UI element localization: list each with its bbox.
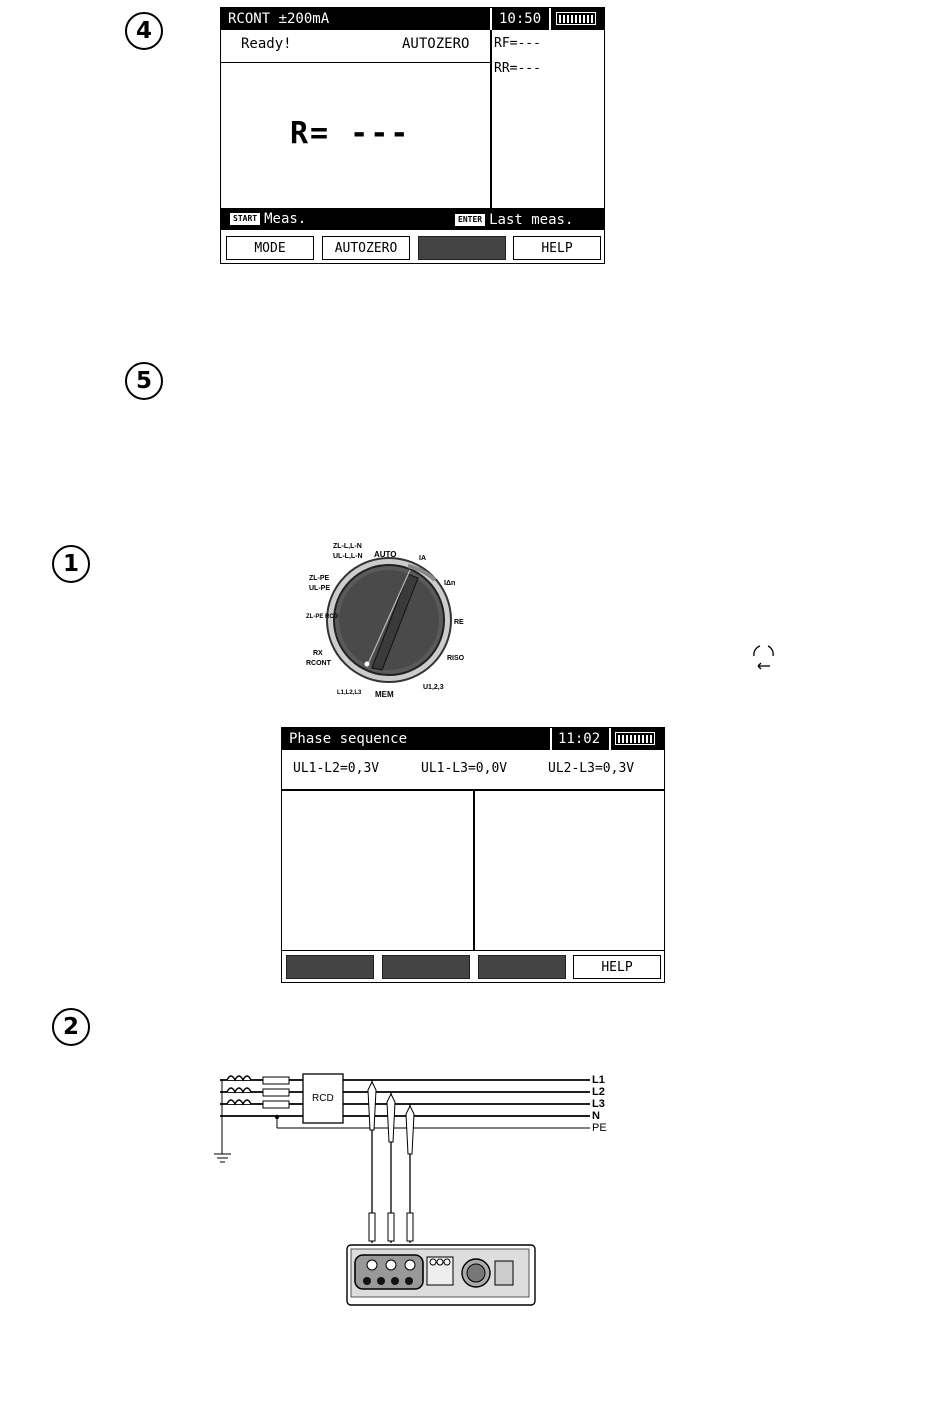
line-label-l1: L1 bbox=[592, 1074, 605, 1086]
enter-hint: Last meas. bbox=[489, 212, 574, 228]
dial-label-ull: UL-L,L-N bbox=[333, 553, 363, 560]
dial-label-rx: RX bbox=[313, 650, 323, 657]
step-1-badge: 1 bbox=[52, 545, 90, 583]
dial-label-auto: AUTO bbox=[374, 550, 397, 559]
step-2-badge: 2 bbox=[52, 1008, 90, 1046]
dial-label-re: RE bbox=[454, 619, 464, 626]
help-button[interactable]: HELP bbox=[513, 236, 601, 260]
title-bar bbox=[221, 8, 605, 30]
line-label-pe: PE bbox=[592, 1122, 607, 1134]
dial-label-zlpe-rcd: ZL-PE RCD bbox=[306, 614, 338, 620]
mode-button[interactable]: MODE bbox=[226, 236, 314, 260]
blank-key-3[interactable] bbox=[478, 955, 566, 979]
dial-label-rcont: RCONT bbox=[306, 660, 331, 667]
help-button-2[interactable]: HELP bbox=[573, 955, 661, 979]
dial-label-u123: U1,2,3 bbox=[423, 684, 444, 691]
rotary-switch[interactable] bbox=[300, 540, 480, 710]
blank-key-2[interactable] bbox=[382, 955, 470, 979]
line-label-l3: L3 bbox=[592, 1098, 605, 1110]
title-divider bbox=[490, 8, 492, 30]
dial-label-ulpe: UL-PE bbox=[309, 585, 330, 592]
dial-label-phase: L1,L2,L3 bbox=[337, 690, 362, 696]
title-divider-4 bbox=[609, 728, 611, 750]
resistance-readout: R= --- bbox=[290, 116, 411, 151]
dial-label-ia: IA bbox=[419, 555, 426, 562]
screen-title-2: Phase sequence bbox=[289, 731, 408, 747]
dial-label-zll: ZL-L,L-N bbox=[333, 543, 362, 550]
rf-value: RF=--- bbox=[494, 36, 541, 51]
wiring-diagram bbox=[205, 1068, 625, 1313]
voltage-l2-l3: UL2-L3=0,3V bbox=[548, 761, 635, 776]
phase-sequence-screen bbox=[281, 727, 665, 983]
rotate-arrows-icon bbox=[748, 642, 780, 670]
side-divider bbox=[490, 30, 492, 208]
title-bar-2 bbox=[282, 728, 665, 750]
dial-label-zlpe: ZL-PE bbox=[309, 575, 330, 582]
rcont-screen bbox=[220, 7, 605, 264]
dial-label-idn: IΔn bbox=[444, 580, 456, 587]
hint-bar bbox=[221, 208, 605, 230]
line-label-l2: L2 bbox=[592, 1086, 605, 1098]
clock-2: 11:02 bbox=[558, 731, 601, 747]
dial-label-riso: RISO bbox=[447, 655, 465, 662]
status-autozero: AUTOZERO bbox=[402, 36, 470, 52]
blank-function-button[interactable] bbox=[418, 236, 506, 260]
title-divider-3 bbox=[550, 728, 552, 750]
rcd-label: RCD bbox=[312, 1093, 334, 1104]
screen-title: RCONT ±200mA bbox=[228, 11, 330, 27]
rr-value: RR=--- bbox=[494, 61, 541, 76]
step-5-badge: 5 bbox=[125, 362, 163, 400]
start-hint: Meas. bbox=[264, 211, 307, 227]
enter-hint-group bbox=[455, 212, 573, 228]
status-ready: Ready! bbox=[241, 36, 292, 52]
title-divider-2 bbox=[549, 8, 551, 30]
header-divider bbox=[221, 62, 491, 63]
enter-key-chip: ENTER bbox=[455, 214, 485, 226]
battery-icon bbox=[556, 12, 596, 25]
dial-label-mem: MEM bbox=[375, 690, 394, 699]
center-divider bbox=[473, 790, 475, 951]
voltage-l1-l3: UL1-L3=0,0V bbox=[421, 761, 508, 776]
line-label-n: N bbox=[592, 1110, 600, 1122]
blank-key-1[interactable] bbox=[286, 955, 374, 979]
rotary-switch-graphic bbox=[300, 540, 480, 710]
bottom-divider bbox=[282, 950, 665, 951]
clock: 10:50 bbox=[499, 11, 542, 27]
wiring-diagram-graphic bbox=[205, 1068, 625, 1313]
start-key-chip: START bbox=[230, 213, 260, 225]
voltage-l1-l2: UL1-L2=0,3V bbox=[293, 761, 380, 776]
battery-icon-2 bbox=[615, 732, 655, 745]
step-4-badge: 4 bbox=[125, 12, 163, 50]
autozero-button[interactable]: AUTOZERO bbox=[322, 236, 410, 260]
